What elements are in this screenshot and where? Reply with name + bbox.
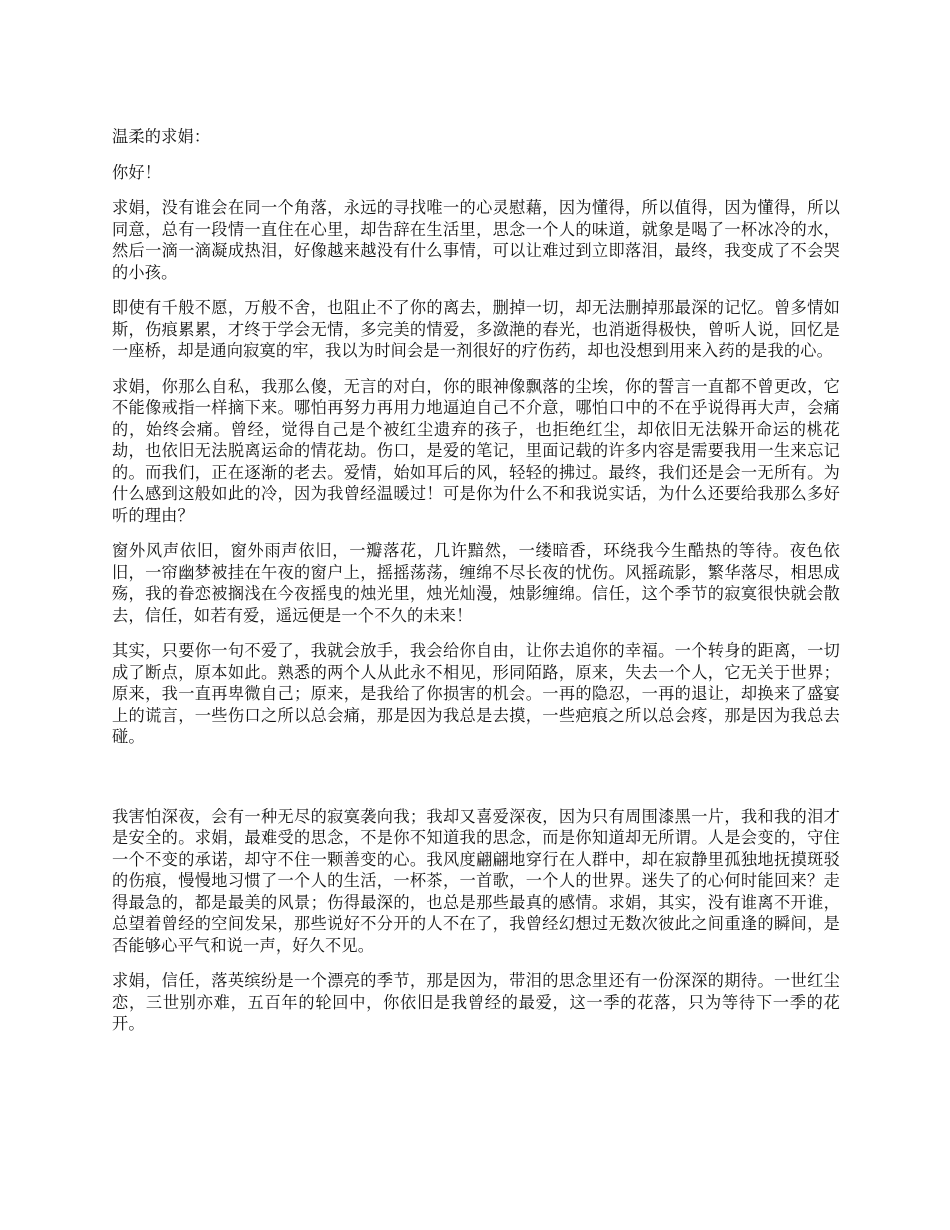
letter-body: [112, 126, 840, 1049]
paragraph-2: 即使有千般不愿，万般不舍，也阻止不了你的离去，删掉一切，却无法删掉那最深的记忆。曾多情如斯，伤痕累累，才终于学会无情，多完美的情爱，多潋滟的春光，也消逝得极快，曾听人说，回忆是一座桥，却是通向寂寞的牢，我以为时间会是一剂很好的疗伤药，却也没想到用来入药的是我的心。: [112, 298, 840, 360]
paragraph-1: 求娟，没有谁会在同一个角落，永远的寻找唯一的心灵慰藉，因为懂得，所以值得，因为懂得，所以同意，总有一段情一直住在心里，却告辞在生活里，思念一个人的味道，就象是喝了一杯冰冷的水，然后一滴一滴凝成热泪，好像越来越没有什么事情，可以让难过到立即落泪，最终，我变成了不会哭的小孩。: [112, 198, 840, 282]
paragraph-7: 求娟，信任，落英缤纷是一个漂亮的季节，那是因为，带泪的思念里还有一份深深的期待。一世红尘恋，三世别亦难，五百年的轮回中，你依旧是我曾经的最爱，这一季的花落，只为等待下一季的花开。: [112, 971, 840, 1033]
section-gap: [112, 762, 840, 806]
paragraph-5: 其实，只要你一句不爱了，我就会放手，我会给你自由，让你去追你的幸福。一个转身的距离，一切成了断点，原本如此。熟悉的两个人从此永不相见，形同陌路，原来，失去一个人，它无关于世界；原来，我一直再卑微自己；原来，是我给了你损害的机会。一再的隐忍，一再的退让，却换来了盛宴上的谎言，一些伤口之所以总会痛，那是因为我总是去摸，一些疤痕之所以总会疼，那是因为我总去碰。: [112, 641, 840, 746]
paragraph-4: 窗外风声依旧，窗外雨声依旧，一瓣落花，几许黯然，一缕暗香，环绕我今生酷热的等待。夜色依旧，一帘幽梦被挂在午夜的窗户上，摇摇荡荡，缠绵不尽长夜的忧伤。风摇疏影，繁华落尽，相思成殇，我的眷恋被搁浅在今夜摇曳的烛光里，烛光灿漫，烛影缠绵。信任，这个季节的寂寞很快就会散去，信任，如若有爱，遥远便是一个不久的未来！: [112, 541, 840, 625]
salutation: 温柔的求娟：: [112, 127, 211, 146]
paragraph-3: 求娟，你那么自私，我那么傻，无言的对白，你的眼神像飘落的尘埃，你的誓言一直都不曾更改，它不能像戒指一样摘下来。哪怕再努力再用力地逼迫自己不介意，哪怕口中的不在乎说得再大声，会痛的，始终会痛。曾经，觉得自己是个被红尘遗弃的孩子，也拒绝红尘，却依旧无法躲开命运的桃花劫，也依旧无法脱离运命的情花劫。伤口，是爱的笔记，里面记载的许多内容是需要我用一生来忘记的。而我们，正在逐渐的老去。爱情，始如耳后的风，轻轻的拂过。最终，我们还是会一无所有。为什么感到这般如此的冷，因为我曾经温暖过！可是你为什么不和我说实话，为什么还要给我那么多好听的理由？: [112, 376, 840, 525]
paragraph-6: 我害怕深夜，会有一种无尽的寂寞袭向我；我却又喜爱深夜，因为只有周围漆黑一片，我和我的泪才是安全的。求娟，最难受的思念，不是你不知道我的思念，而是你知道却无所谓。人是会变的，守住一个不变的承诺，却守不住一颗善变的心。我风度翩翩地穿行在人群中，却在寂静里孤独地抚摸斑驳的伤痕，慢慢地习惯了一个人的生活，一杯茶，一首歌，一个人的世界。迷失了的心何时能回来？走得最急的，都是最美的风景；伤得最深的，也总是那些最真的感情。求娟，其实，没有谁离不开谁，总望着曾经的空间发呆，那些说好不分开的人不在了，我曾经幻想过无数次彼此之间重逢的瞬间，是否能够心平气和说一声，好久不见。: [112, 806, 840, 955]
greeting: 你好！: [112, 162, 162, 182]
